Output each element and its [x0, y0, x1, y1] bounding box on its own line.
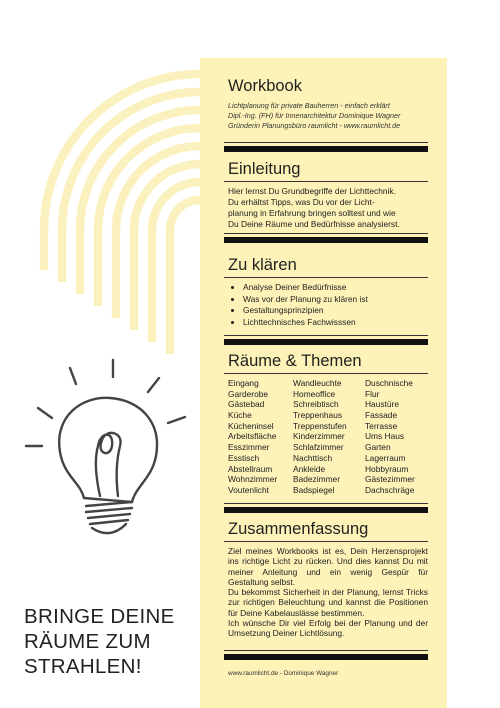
list-item: Wandleuchte — [293, 378, 342, 388]
list-item: Badspiegel — [293, 484, 335, 495]
list-item: • Analyse Deiner Bedürfnisse — [243, 282, 433, 294]
divider-thin — [224, 142, 428, 143]
workbook-subtitle — [228, 101, 400, 131]
paragraph: Ziel meines Workbooks ist es, Dein Herzensprojekt ins richtige Licht zu rücken. Und dies kannst Du mit meiner Anleitung und ein wenig Gespür für Gestaltung selbst. — [228, 546, 428, 587]
workbook-subtitle-line: Lichtplanung für private Bauherren - einfach erklärt — [228, 101, 390, 110]
paragraph: Ich wünsche Dir viel Erfolg bei der Planung und der Umsetzung Deiner Lichtlösung. — [228, 618, 428, 639]
divider-thin — [224, 650, 428, 651]
raeume-column-2 — [293, 378, 347, 496]
info-panel — [200, 58, 447, 708]
list-item: Flur — [365, 388, 380, 399]
raeume-column-3 — [365, 378, 415, 496]
list-item: Kinderzimmer — [293, 431, 345, 442]
tagline-line: BRINGE DEINE — [24, 605, 175, 628]
raeume-title: Räume & Themen — [228, 352, 362, 370]
divider-thin — [224, 541, 428, 542]
divider-thick — [224, 146, 428, 152]
zusammenfassung-text — [228, 546, 428, 639]
einleitung-line: planung in Erfahrung bringen solltest und wie — [228, 208, 396, 218]
list-item: • Was vor der Planung zu klären ist — [243, 294, 433, 306]
list-item: Dachschräge — [365, 484, 415, 495]
divider-thick — [224, 237, 428, 243]
list-item: Haustüre — [365, 399, 399, 410]
list-item: Badezimmer — [293, 474, 341, 485]
list-item: • Lichttechnisches Fachwisssen — [243, 317, 433, 329]
tagline-line: STRAHLEN! — [24, 655, 142, 678]
list-item: Nachttisch — [293, 452, 333, 463]
list-item: • Gestaltungsprinzipien — [243, 305, 433, 317]
paragraph: Du bekommst Sicherheit in der Planung, lernst Tricks zur richtigen Beleuchtung und kannst die Positionen für Deine Kabelauslässe bestimmen. — [228, 587, 428, 618]
list-item: Küche — [228, 410, 252, 421]
list-item: Arbeitsfläche — [228, 431, 277, 442]
raeume-column-1 — [228, 378, 277, 496]
einleitung-line: Du erhältst Tipps, was Du vor der Licht- — [228, 197, 375, 207]
list-item: Esstisch — [228, 452, 260, 463]
list-item: Ankleide — [293, 463, 326, 474]
list-item: Homeoffice — [293, 388, 336, 399]
list-item: Gästezimmer — [365, 474, 415, 485]
einleitung-title: Einleitung — [228, 160, 301, 178]
list-item: Wohnzimmer — [228, 474, 278, 485]
workbook-title: Workbook — [228, 77, 302, 95]
einleitung-text — [228, 186, 428, 230]
divider-thin — [224, 233, 428, 234]
list-item: Eingang — [228, 378, 259, 388]
zu-klaeren-title: Zu klären — [228, 256, 297, 274]
list-item: Schlafzimmer — [293, 442, 344, 453]
list-item: Garderobe — [228, 388, 269, 399]
divider-thin — [224, 373, 428, 374]
divider-thin — [224, 277, 428, 278]
divider-thick — [224, 507, 428, 513]
light-bulb-icon — [26, 360, 185, 533]
divider-thick — [224, 654, 428, 660]
footer-text: www.raumlicht.de - Dominique Wagner — [228, 670, 339, 677]
list-item: Fassade — [365, 410, 398, 421]
einleitung-line: Du Deine Räume und Bedürfnisse analysierst. — [228, 219, 400, 229]
divider-thin — [224, 181, 428, 182]
list-item: Gästebad — [228, 399, 265, 410]
list-item: Abstellraum — [228, 463, 273, 474]
list-item: Kücheninsel — [228, 420, 274, 431]
list-item: Garten — [365, 442, 391, 453]
list-item: Duschnische — [365, 378, 413, 388]
workbook-subtitle-line: Gründerin Planungsbüro raumlicht - www.raumlicht.de — [228, 121, 401, 130]
zu-klaeren-list — [228, 282, 433, 328]
divider-thin — [224, 503, 428, 504]
workbook-subtitle-line: Dipl.-Ing. (FH) für Innenarchitektur Dominique Wagner — [228, 111, 401, 120]
divider-thick — [224, 339, 428, 345]
list-item: Lagerraum — [365, 452, 406, 463]
list-item: Schreibtisch — [293, 399, 339, 410]
list-item: Treppenstufen — [293, 420, 347, 431]
tagline — [24, 604, 175, 679]
tagline-line: RÄUME ZUM — [24, 630, 151, 653]
list-item: Ums Haus — [365, 431, 405, 442]
list-item: Hobbyraum — [365, 463, 409, 474]
einleitung-line: Hier lernst Du Grundbegriffe der Lichttechnik. — [228, 186, 396, 196]
list-item: Terrasse — [365, 420, 398, 431]
divider-thin — [224, 335, 428, 336]
list-item: Voutenlicht — [228, 484, 269, 495]
list-item: Treppenhaus — [293, 410, 343, 421]
list-item: Esszimmer — [228, 442, 270, 453]
zusammenfassung-title: Zusammenfassung — [228, 520, 369, 538]
